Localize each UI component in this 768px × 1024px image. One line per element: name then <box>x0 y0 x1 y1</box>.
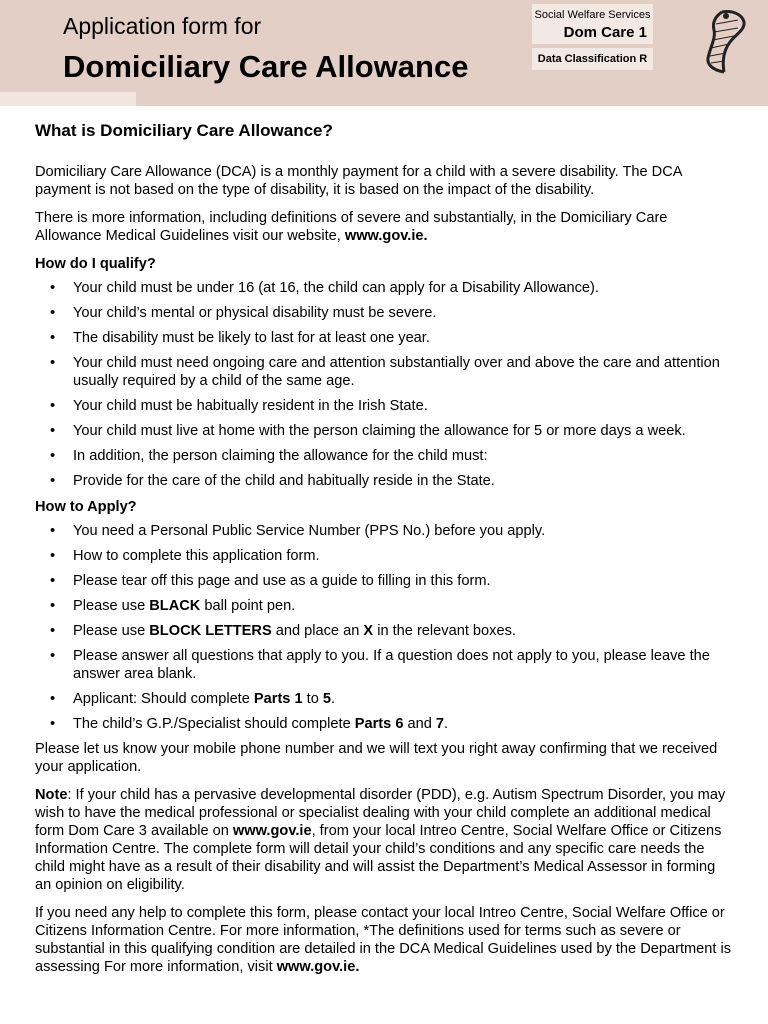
info-paragraph: There is more information, including definitions of severe and substantially, in the Domiciliary Care Allowance Medical Guidelines visit our website, www.gov.ie. <box>35 210 668 244</box>
harp-icon <box>702 8 748 76</box>
list-item: • Your child must be habitually resident in the Irish State. <box>50 398 428 414</box>
header-notch <box>0 92 136 106</box>
help-paragraph: If you need any help to complete this form, please contact your local Intreo Centre, Social Welfare Office or Citizens Information Centre. For more information, *The definitions used for terms such as severe or substantial in this qualifying condition are detailed in the DCA Medical Guidelines used by the Department is assessing For more information, visit www.gov.ie. <box>35 905 732 975</box>
list-item: • Please use BLACK ball point pen. <box>50 598 296 614</box>
intro-heading: What is Domiciliary Care Allowance? <box>35 121 333 140</box>
list-item: • How to complete this application form. <box>50 548 320 564</box>
list-item: • Your child’s mental or physical disability must be severe. <box>50 305 437 321</box>
list-item: • Applicant: Should complete Parts 1 to 5. <box>50 691 336 707</box>
list-item: • The child’s G.P./Specialist should complete Parts 6 and 7. <box>50 716 449 732</box>
list-item: • Please tear off this page and use as a guide to filling in this form. <box>50 573 491 589</box>
department-label: Social Welfare Services <box>534 9 651 21</box>
website-link[interactable]: www.gov.ie. <box>276 959 360 975</box>
list-item: • You need a Personal Public Service Number (PPS No.) before you apply. <box>50 523 546 539</box>
form-reference-box <box>532 4 653 44</box>
classification-label: Data Classification R <box>537 53 648 65</box>
qualify-list <box>35 279 735 490</box>
note-paragraph: Note: If your child has a pervasive developmental disorder (PDD), e.g. Autism Spectrum Disorder, you may wish to have the medical professional or specialist dealing with your child complete an additional medical form Dom Care 3 available on www.gov.ie, from your local Intreo Centre, Social Welfare Office or Citizens Information Centre. The complete form will detail your child’s conditions and any specific care needs the child might have as a result of their disability and will assist the Department’s Medical Assessor in forming an opinion on eligibility. <box>35 787 726 893</box>
intro-paragraph: Domiciliary Care Allowance (DCA) is a monthly payment for a child with a severe disability. The DCA payment is not based on the type of disability, it is based on the impact of the disability. <box>35 164 682 198</box>
list-item: • Provide for the care of the child and habitually reside in the State. <box>50 473 495 489</box>
apply-list <box>35 522 735 733</box>
list-item: • Your child must need ongoing care and attention substantially over and above the care and attention usually required by a child of the same age. <box>50 355 720 389</box>
list-item: • Please answer all questions that apply to you. If a question does not apply to you, please leave the answer area blank. <box>50 648 710 682</box>
qualify-heading: How do I qualify? <box>35 256 156 272</box>
form-title: Domiciliary Care Allowance <box>63 49 469 84</box>
main-content <box>35 121 735 986</box>
header-banner <box>0 0 768 106</box>
list-item: • Your child must live at home with the person claiming the allowance for 5 or more days a week. <box>50 423 686 439</box>
classification-box <box>532 48 653 70</box>
list-item: • Please use BLOCK LETTERS and place an X in the relevant boxes. <box>50 623 516 639</box>
note-label: Note <box>35 787 68 803</box>
list-item: • The disability must be likely to last for at least one year. <box>50 330 430 346</box>
list-item: • In addition, the person claiming the allowance for the child must: <box>50 448 488 464</box>
apply-heading: How to Apply? <box>35 499 137 515</box>
form-code: Dom Care 1 <box>563 24 647 41</box>
website-link[interactable]: www.gov.ie <box>232 823 312 839</box>
mobile-paragraph: Please let us know your mobile phone number and we will text you right away confirming that we received your application. <box>35 741 718 775</box>
website-link[interactable]: www.gov.ie. <box>344 228 428 244</box>
list-item: • Your child must be under 16 (at 16, the child can apply for a Disability Allowance). <box>50 280 599 296</box>
form-subtitle: Application form for <box>63 13 262 39</box>
